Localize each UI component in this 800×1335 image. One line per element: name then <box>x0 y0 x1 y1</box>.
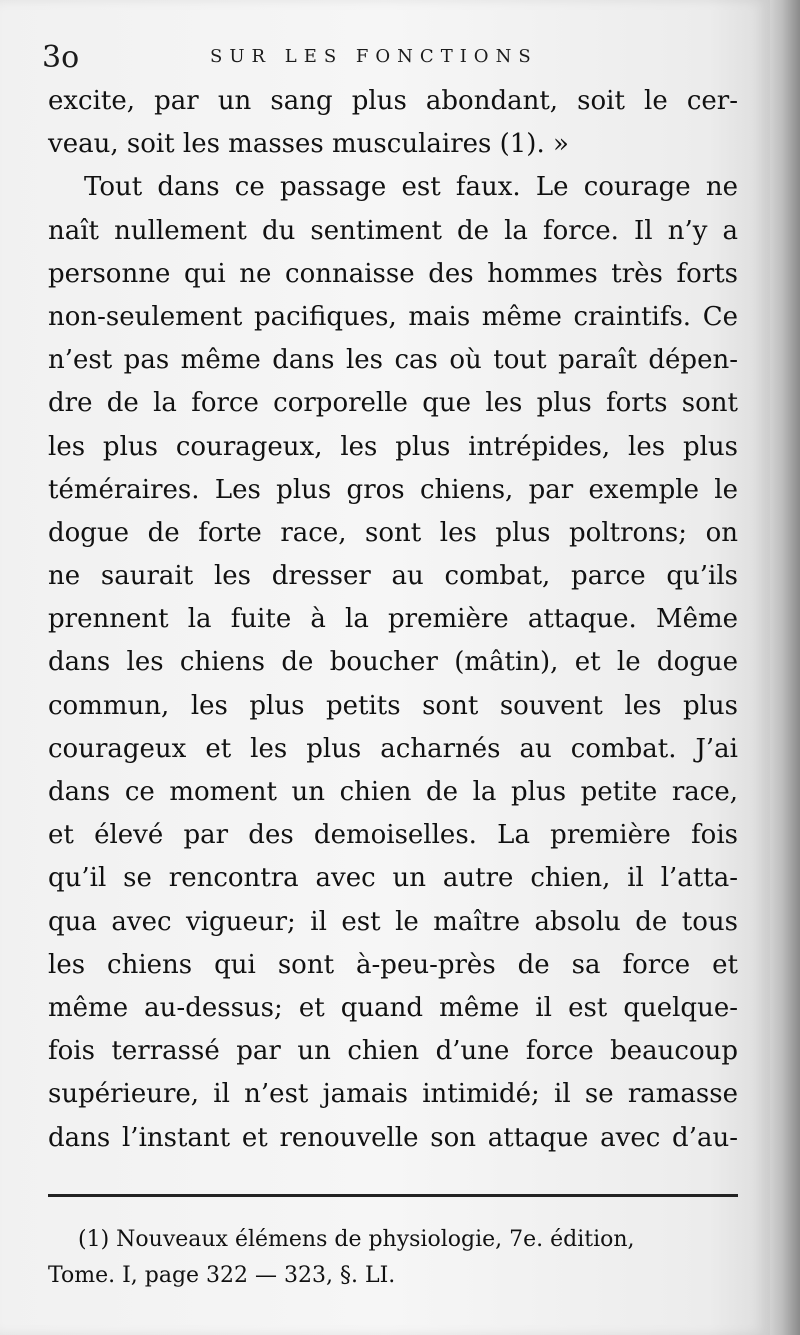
page-number: 3o <box>42 40 80 75</box>
text-line: même au-dessus; et quand même il est quelque- <box>48 992 738 1023</box>
footnote-line: (1) Nouveaux élémens de physiologie, 7e. édition, <box>78 1227 635 1252</box>
text-line: dogue de forte race, sont les plus poltrons; on <box>48 517 738 548</box>
page-header <box>42 38 742 78</box>
text-line: Tout dans ce passage est faux. Le courage ne <box>84 172 738 203</box>
text-line: dans ce moment un chien de la plus petite race, <box>48 777 738 807</box>
text-line: dre de la force corporelle que les plus forts sont <box>48 388 738 419</box>
text-line: fois terrassé par un chien d’une force beaucoup <box>48 1036 738 1067</box>
text-line: personne qui ne connaisse des hommes très forts <box>48 258 738 289</box>
text-line: non-seulement pacifiques, mais même craintifs. Ce <box>48 301 738 332</box>
text-line: et élevé par des demoiselles. La première fois <box>48 820 738 851</box>
text-line: prennent la fuite à la première attaque. Même <box>48 604 738 635</box>
text-line: courageux et les plus acharnés au combat. J’ai <box>48 733 738 764</box>
text-line: commun, les plus petits sont souvent les plus <box>48 690 738 721</box>
text-line: ne saurait les dresser au combat, parce qu’ils <box>48 561 738 592</box>
text-line: excite, par un sang plus abondant, soit le cer- <box>48 86 738 116</box>
footnote-line: Tome. I, page 322 — 323, §. LI. <box>48 1263 396 1288</box>
page-edge <box>770 0 800 1335</box>
text-line: n’est pas même dans les cas où tout paraît dépen- <box>48 345 738 376</box>
text-line: qu’il se rencontra avec un autre chien, il l’atta- <box>48 863 738 894</box>
text-line: les plus courageux, les plus intrépides, les plus <box>48 431 738 462</box>
footnote <box>48 1222 738 1294</box>
text-line: veau, soit les masses musculaires (1). » <box>48 129 569 160</box>
running-head: SUR LES FONCTIONS <box>210 46 538 67</box>
text-line: dans les chiens de boucher (mâtin), et le dogue <box>48 647 738 678</box>
text-line: supérieure, il n’est jamais intimidé; il se ramasse <box>48 1079 738 1110</box>
text-line: dans l’instant et renouvelle son attaque avec d’au- <box>48 1122 738 1153</box>
body-text <box>48 80 738 1160</box>
text-line: qua avec vigueur; il est le maître absolu de tous <box>48 906 738 937</box>
text-line: naît nullement du sentiment de la force. Il n’y a <box>48 215 738 246</box>
text-line: les chiens qui sont à-peu-près de sa force et <box>48 949 738 980</box>
footnote-divider <box>48 1194 738 1197</box>
text-line: téméraires. Les plus gros chiens, par exemple le <box>48 474 738 505</box>
